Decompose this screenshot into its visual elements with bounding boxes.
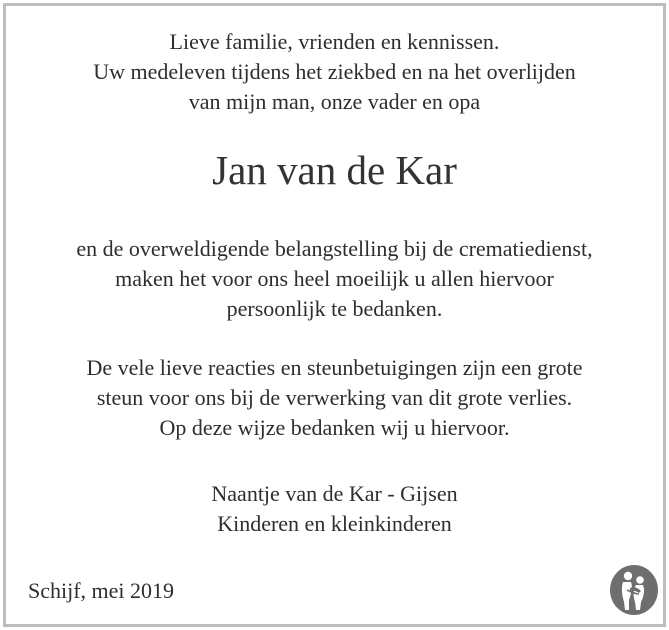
support-line: Op deze wijze bedanken wij u hiervoor.: [159, 415, 510, 440]
deceased-name-text: Jan van de Kar: [212, 147, 457, 193]
deceased-name: [0, 146, 669, 194]
thanks-line: maken het voor ons heel moeilijk u allen hiervoor: [115, 266, 554, 291]
intro-line: Lieve familie, vrienden en kennissen.: [169, 29, 500, 54]
thanks-text: [0, 234, 669, 324]
embracing-figures-icon: [609, 564, 659, 616]
support-text: [0, 353, 669, 443]
signature-line: Naantje van de Kar - Gijsen: [211, 481, 458, 506]
thanks-line: en de overweldigende belangstelling bij de crematiedienst,: [76, 236, 593, 261]
support-line: De vele lieve reacties en steunbetuigingen zijn een grote: [86, 355, 583, 380]
intro-line: van mijn man, onze vader en opa: [188, 89, 481, 114]
intro-line: Uw medeleven tijdens het ziekbed en na het overlijden: [93, 59, 576, 84]
place-date: Schijf, mei 2019: [28, 578, 175, 603]
thanks-line: persoonlijk te bedanken.: [226, 296, 443, 321]
signature-block: [0, 479, 669, 539]
signature-line: Kinderen en kleinkinderen: [217, 511, 452, 536]
intro-text: [0, 27, 669, 117]
support-line: steun voor ons bij de verwerking van dit grote verlies.: [96, 385, 573, 410]
